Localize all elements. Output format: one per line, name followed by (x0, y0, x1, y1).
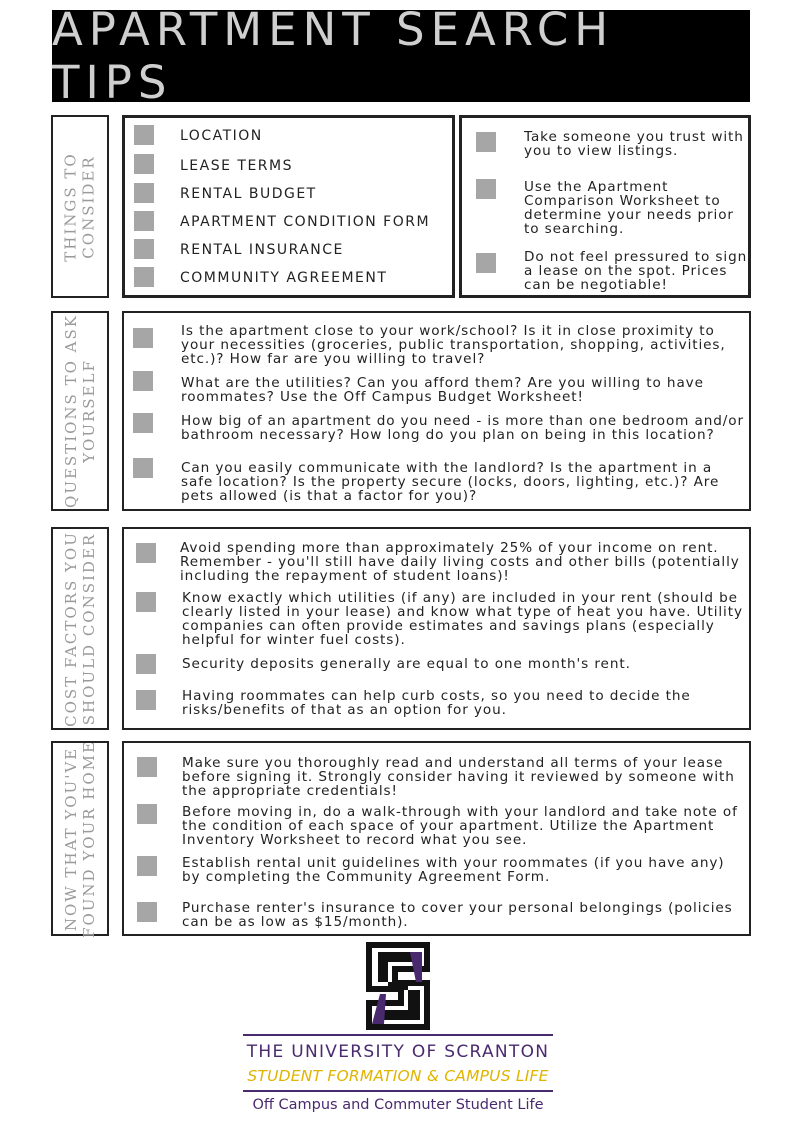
checklist-item: RENTAL INSURANCE (180, 242, 344, 258)
costs-box (122, 527, 751, 730)
office-name: Off Campus and Commuter Student Life (252, 1096, 544, 1113)
questions-box (122, 311, 751, 511)
checkbox[interactable] (134, 211, 154, 231)
section-label-costs: COST FACTORS YOU SHOULD CONSIDER (62, 530, 98, 727)
university-s-logo (360, 938, 436, 1034)
checkbox[interactable] (136, 543, 156, 563)
checkbox[interactable] (136, 690, 156, 710)
question-item: What are the utilities? Can you afford them? Are you willing to have roommates? Use the Off Campus Budget Worksheet! (181, 375, 704, 405)
checkbox[interactable] (136, 654, 156, 674)
tip-item: Take someone you trust with you to view listings. (524, 129, 744, 159)
section-label-box-found (51, 741, 109, 936)
checkbox[interactable] (133, 458, 153, 478)
cost-item: Having roommates can help curb costs, so you need to decide the risks/benefits of that as an option for you. (182, 688, 691, 718)
checklist-box (122, 115, 455, 298)
checkbox[interactable] (136, 592, 156, 612)
cost-item: Avoid spending more than approximately 25% of your income on rent. Remember - you'll still have daily living costs and other bills (potentially including the repayment of student loans)! (180, 540, 740, 584)
checklist-item: LOCATION (180, 128, 263, 144)
cost-item: Know exactly which utilities (if any) are included in your rent (should be clearly listed in your lease) and know what type of heat you have. Utility companies can often provide estimates and savings plans (especially helpful for winter fuel costs). (182, 590, 743, 648)
question-item: How big of an apartment do you need - is more than one bedroom and/or bathroom necessary? How long do you plan on being in this location? (181, 413, 744, 443)
found-item: Before moving in, do a walk-through with your landlord and take note of the condition of each space of your apartment. Utilize the Apartment Inventory Worksheet to record what you see. (182, 804, 738, 848)
divider (243, 1090, 553, 1092)
section-label-found: NOW THAT YOU'VE FOUND YOUR HOME (62, 739, 99, 938)
question-item: Can you easily communicate with the landlord? Is the apartment in a safe location? Is the property secure (locks, doors, lighting, etc.)? Are pets allowed (is that a factor for you)? (181, 460, 720, 504)
checkbox[interactable] (133, 413, 153, 433)
divider (243, 1034, 553, 1036)
title-banner (52, 3, 750, 109)
found-item: Make sure you thoroughly read and understand all terms of your lease before signing it. Strongly consider having it reviewed by someone with the appropriate credentials! (182, 755, 735, 799)
checkbox[interactable] (134, 183, 154, 203)
found-box (122, 741, 751, 936)
checkbox[interactable] (137, 856, 157, 876)
question-item: Is the apartment close to your work/school? Is it in close proximity to your necessities (groceries, public transportation, shopping, activities, etc.)? How far are you willing to travel? (181, 323, 726, 367)
found-item: Purchase renter's insurance to cover your personal belongings (policies can be as low as $15/month). (182, 900, 733, 930)
checkbox[interactable] (137, 804, 157, 824)
checkbox[interactable] (476, 179, 496, 199)
checkbox[interactable] (134, 125, 154, 145)
section-label-questions: QUESTIONS TO ASK YOURSELF (62, 314, 99, 508)
tip-item: Use the Apartment Comparison Worksheet to determine your needs prior to searching. (524, 179, 734, 237)
checkbox[interactable] (134, 154, 154, 174)
checkbox[interactable] (137, 757, 157, 777)
cost-item: Security deposits generally are equal to one month's rent. (182, 656, 631, 672)
checklist-item: LEASE TERMS (180, 158, 293, 174)
found-item: Establish rental unit guidelines with your roommates (if you have any) by completing the Community Agreement Form. (182, 855, 725, 885)
division-name: STUDENT FORMATION & CAMPUS LIFE (247, 1067, 549, 1085)
footer (243, 938, 553, 1113)
checkbox[interactable] (134, 267, 154, 287)
checkbox[interactable] (133, 328, 153, 348)
university-name: THE UNIVERSITY OF SCRANTON (246, 1042, 550, 1062)
page-title: APARTMENT SEARCH TIPS (52, 3, 615, 109)
checklist-item: APARTMENT CONDITION FORM (180, 214, 431, 230)
section-label-box-costs (51, 527, 109, 730)
checkbox[interactable] (134, 239, 154, 259)
checkbox[interactable] (476, 253, 496, 273)
tip-item: Do not feel pressured to sign a lease on the spot. Prices can be negotiable! (524, 249, 748, 293)
checkbox[interactable] (476, 132, 496, 152)
tips-box (459, 115, 751, 298)
checklist-item: COMMUNITY AGREEMENT (180, 270, 388, 286)
checkbox[interactable] (133, 371, 153, 391)
section-label-consider: THINGS TO CONSIDER (62, 151, 98, 262)
section-label-box-questions (51, 311, 109, 511)
checkbox[interactable] (137, 902, 157, 922)
section-label-box-consider (51, 115, 109, 298)
checklist-item: RENTAL BUDGET (180, 186, 317, 202)
